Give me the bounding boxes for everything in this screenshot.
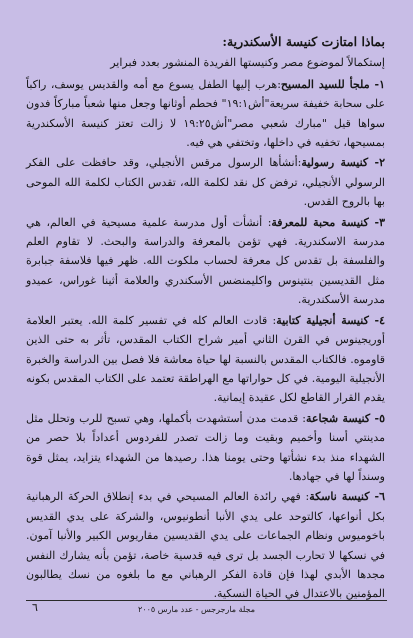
point-evangelical (26, 311, 385, 408)
point-heading: ٣- كنيسة محبة للمعرفة (271, 215, 385, 229)
page-number: ٦ (32, 601, 38, 614)
point-heading: ٥- كنيسة شجاعة (305, 411, 385, 425)
article-intro: إستكمالاً لموضوع مصر وكنيستها الفريدة المنشور بعدد فبراير (110, 56, 385, 70)
article-title: بماذا امتازت كنيسة الأسكندرية: (222, 34, 385, 49)
point-knowledge (26, 213, 385, 310)
point-text: : أنشأت أول مدرسة علمية مسيحية في العالم، هي مدرسة الاسكندرية. فهي تؤمن بالمعرفة والدراسة والبحث. لا تقاوم العلم والفلسفة بل تقدس كل معرفة لحساب ملكوت الله. ظهر فيها فلاسفة جبابرة مثل القديسين بنتينوس واكليمنضس الأسكندري والعلامة أثينا غوراس، عميدو مدرسة الأسكندرية. (26, 215, 385, 307)
point-text: : قدمت مدن أستشهدت بأكملها، وهي تسبح للرب وتحلل مثل مدينتي أسنا وأخميم وبقيت وما زالت تصدر للفردوس أعداداً بلا حصر من الشهداء منذ بدء نشأتها وحتى يومنا هذا. رصيدها من الشهداء يتزايد، يمثل قوة وسنداً لها في جهادها. (26, 411, 385, 483)
point-heading: ٢- كنيسة رسولية (301, 156, 386, 170)
point-text: :أنشأها الرسول مرقس الأنجيلي، وقد حافظت على الفكر الرسولي الأنجيلي، ترفض كل نقد لكلمة الله، تقدس الكتاب لكلمة الله الموحى بها بالروح القدس. (26, 156, 385, 209)
point-heading: ١- ملجأ للسيد المسيح (280, 77, 385, 91)
point-text: : قادت العالم كله في تفسير كلمة الله. يعتبر العلامة أوريجينوس في القرن الثاني أمير شراح الكتاب المقدس، تأثر به حتى الذين قاوموه. فالكتاب المقدس بالنسبة لها حياة معاشة فلا فصل بين الدراسة والخبرة الأنجيلية اليومية. في كل حواراتها مع الهراطقة تعتمد على الكتاب المقدس بكونه يقدم القرار القاطع لكل عقيدة إيمانية. (26, 313, 385, 405)
page-footer (26, 600, 387, 614)
point-text: : فهي رائدة العالم المسيحي في بدء إنطلاق الحركة الرهبانية بكل أنواعها، كالتوحد على يدي الأنبا أنطونيوس، والشركة على يدي القديس باخوميوس ونظام الجماعات على يدي القديسين مقاريوس الكبير والأنبا آمون. في نسكها لا تحارب الجسد بل ترى فيه قدسية خاصة، تؤمن بأنه يشارك النفس مجدها الأبدي لهذا فإن قادة الفكر الرهباني مع ما بلغوه من نسك يطالبون المؤمنين بالاعتدال في الحياة النسكية. (26, 490, 385, 601)
point-ascetic (26, 487, 385, 603)
point-shelter (26, 75, 385, 153)
journal-name: مجلة مارجرجس - عدد مارس ٢٠٠٥ (138, 605, 255, 614)
point-courageous (26, 409, 385, 487)
point-text: :هرب إليها الطفل يسوع مع أمه والقديس يوسف، راكباً على سحابة خفيفة سريعة"أش١٩:١" فحطم أوثانها وجعل منها شعباً مباركاً فدون سواها قيل "مبارك شعبي مصر"أش١٩:٢٥ لا زالت تعتز كنيسة الأسكندرية بمسيحها، تخفيه في داخلها، وتختفي هي فيه. (26, 77, 386, 150)
point-heading: ٤- كنيسة أنجيلية كتابية (276, 313, 385, 327)
point-apostolic (26, 153, 385, 211)
point-heading: ٦- كنيسة ناسكة (309, 490, 385, 504)
